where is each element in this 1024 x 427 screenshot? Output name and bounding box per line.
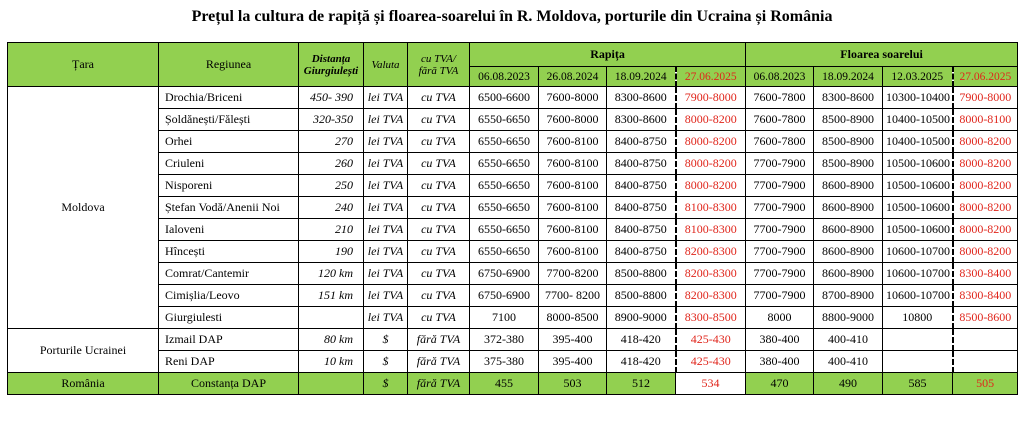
price-cell: 8600-8900 bbox=[814, 175, 883, 197]
table-body bbox=[8, 87, 1018, 395]
price-cell: 7600-8100 bbox=[539, 241, 607, 263]
price-cell: 7700-7900 bbox=[746, 197, 814, 219]
price-cell: 8500-8900 bbox=[814, 153, 883, 175]
currency-cell: lei TVA bbox=[364, 175, 408, 197]
price-cell: 400-410 bbox=[814, 351, 883, 373]
price-cell: 10300-10400 bbox=[883, 87, 953, 109]
price-cell: 425-430 bbox=[676, 329, 746, 351]
price-cell: 8000-8200 bbox=[676, 153, 746, 175]
price-cell: 8600-8900 bbox=[814, 219, 883, 241]
tva-cell: cu TVA bbox=[408, 131, 470, 153]
distance-cell: 260 bbox=[299, 153, 364, 175]
distance-cell bbox=[299, 307, 364, 329]
price-cell: 7100 bbox=[470, 307, 539, 329]
price-cell: 10400-10500 bbox=[883, 131, 953, 153]
price-cell: 6550-6650 bbox=[470, 197, 539, 219]
price-cell: 8000-8100 bbox=[953, 109, 1018, 131]
page-title: Prețul la cultura de rapiță și floarea-soarelui în R. Moldova, porturile din Ucraina și România bbox=[191, 8, 833, 25]
price-cell: 8000-8200 bbox=[953, 153, 1018, 175]
distance-cell: 151 km bbox=[299, 285, 364, 307]
table-row bbox=[8, 329, 1018, 351]
price-cell: 8400-8750 bbox=[607, 219, 676, 241]
header-tara: Țara bbox=[8, 43, 159, 87]
rapita-date: 26.08.2024 bbox=[539, 67, 607, 87]
tva-cell: cu TVA bbox=[408, 175, 470, 197]
price-cell: 6550-6650 bbox=[470, 153, 539, 175]
price-cell: 8500-8800 bbox=[607, 263, 676, 285]
tva-cell: cu TVA bbox=[408, 307, 470, 329]
price-cell: 8700-8900 bbox=[814, 285, 883, 307]
price-cell: 6550-6650 bbox=[470, 109, 539, 131]
price-cell bbox=[953, 351, 1018, 373]
price-cell: 10500-10600 bbox=[883, 197, 953, 219]
price-cell: 8000-8200 bbox=[676, 175, 746, 197]
price-cell: 380-400 bbox=[746, 329, 814, 351]
price-cell: 6750-6900 bbox=[470, 285, 539, 307]
table-row bbox=[8, 307, 1018, 329]
table-row bbox=[8, 351, 1018, 373]
currency-cell: lei TVA bbox=[364, 197, 408, 219]
price-cell: 10500-10600 bbox=[883, 153, 953, 175]
currency-cell: lei TVA bbox=[364, 263, 408, 285]
price-cell: 7600-7800 bbox=[746, 109, 814, 131]
price-cell: 490 bbox=[814, 373, 883, 395]
price-cell: 8100-8300 bbox=[676, 197, 746, 219]
region-cell: Șoldănești/Fălești bbox=[159, 109, 299, 131]
currency-cell: lei TVA bbox=[364, 241, 408, 263]
price-cell: 7600-7800 bbox=[746, 87, 814, 109]
price-cell: 8000-8500 bbox=[539, 307, 607, 329]
distance-cell bbox=[299, 373, 364, 395]
price-cell: 7600-8000 bbox=[539, 87, 607, 109]
price-cell: 7600-7800 bbox=[746, 131, 814, 153]
price-cell: 8400-8750 bbox=[607, 241, 676, 263]
distance-cell: 450- 390 bbox=[299, 87, 364, 109]
header-valuta: Valuta bbox=[364, 43, 408, 87]
price-cell bbox=[883, 351, 953, 373]
header-distanta: Distanța Giurgiulești bbox=[299, 43, 364, 87]
table-row bbox=[8, 263, 1018, 285]
price-cell: 395-400 bbox=[539, 351, 607, 373]
price-cell: 8600-8900 bbox=[814, 197, 883, 219]
floarea-date: 18.09.2024 bbox=[814, 67, 883, 87]
price-cell: 10800 bbox=[883, 307, 953, 329]
tva-cell: cu TVA bbox=[408, 109, 470, 131]
region-cell: Drochia/Briceni bbox=[159, 87, 299, 109]
distance-cell: 270 bbox=[299, 131, 364, 153]
tva-cell: cu TVA bbox=[408, 285, 470, 307]
currency-cell: lei TVA bbox=[364, 153, 408, 175]
price-cell: 8000-8200 bbox=[953, 241, 1018, 263]
region-cell: Cimișlia/Leovo bbox=[159, 285, 299, 307]
price-cell: 8300-8400 bbox=[953, 263, 1018, 285]
price-cell: 8000-8200 bbox=[676, 109, 746, 131]
price-cell: 7600-8100 bbox=[539, 219, 607, 241]
price-cell: 8000-8200 bbox=[953, 131, 1018, 153]
price-cell: 7600-8100 bbox=[539, 131, 607, 153]
table-row bbox=[8, 219, 1018, 241]
header-tva: cu TVA/ fără TVA bbox=[408, 43, 470, 87]
price-cell: 8000 bbox=[746, 307, 814, 329]
price-cell: 8300-8400 bbox=[953, 285, 1018, 307]
tva-cell: cu TVA bbox=[408, 241, 470, 263]
price-cell: 10500-10600 bbox=[883, 175, 953, 197]
header-regiunea: Regiunea bbox=[159, 43, 299, 87]
currency-cell: lei TVA bbox=[364, 219, 408, 241]
price-cell: 8900-9000 bbox=[607, 307, 676, 329]
price-cell: 375-380 bbox=[470, 351, 539, 373]
price-cell: 8400-8750 bbox=[607, 131, 676, 153]
currency-cell: lei TVA bbox=[364, 131, 408, 153]
region-cell: Reni DAP bbox=[159, 351, 299, 373]
price-cell: 10600-10700 bbox=[883, 241, 953, 263]
tva-cell: cu TVA bbox=[408, 219, 470, 241]
price-cell: 8600-8900 bbox=[814, 263, 883, 285]
distance-cell: 80 km bbox=[299, 329, 364, 351]
price-cell: 503 bbox=[539, 373, 607, 395]
currency-cell: $ bbox=[364, 351, 408, 373]
price-cell: 585 bbox=[883, 373, 953, 395]
price-cell bbox=[883, 329, 953, 351]
distance-cell: 250 bbox=[299, 175, 364, 197]
distance-cell: 120 km bbox=[299, 263, 364, 285]
country-cell: România bbox=[8, 373, 159, 395]
price-cell: 7700-7900 bbox=[746, 241, 814, 263]
tva-cell: cu TVA bbox=[408, 153, 470, 175]
region-cell: Criuleni bbox=[159, 153, 299, 175]
price-cell: 372-380 bbox=[470, 329, 539, 351]
floarea-date: 12.03.2025 bbox=[883, 67, 953, 87]
distance-cell: 210 bbox=[299, 219, 364, 241]
price-cell: 7600-8000 bbox=[539, 109, 607, 131]
price-cell: 8500-8800 bbox=[607, 285, 676, 307]
tva-cell: fără TVA bbox=[408, 329, 470, 351]
table-row bbox=[8, 87, 1018, 109]
region-cell: Constanța DAP bbox=[159, 373, 299, 395]
tva-cell: cu TVA bbox=[408, 263, 470, 285]
price-cell: 418-420 bbox=[607, 329, 676, 351]
region-cell: Comrat/Cantemir bbox=[159, 263, 299, 285]
price-cell: 10600-10700 bbox=[883, 263, 953, 285]
region-cell: Giurgiulesti bbox=[159, 307, 299, 329]
region-cell: Ștefan Vodă/Anenii Noi bbox=[159, 197, 299, 219]
price-cell: 7700-7900 bbox=[746, 219, 814, 241]
price-cell: 10600-10700 bbox=[883, 285, 953, 307]
price-table bbox=[7, 42, 1018, 395]
table-row bbox=[8, 153, 1018, 175]
rapita-date: 27.06.2025 bbox=[676, 67, 746, 87]
price-cell: 7600-8100 bbox=[539, 153, 607, 175]
rapita-date: 06.08.2023 bbox=[470, 67, 539, 87]
price-cell: 6550-6650 bbox=[470, 219, 539, 241]
price-cell: 8500-8900 bbox=[814, 131, 883, 153]
price-cell: 8300-8500 bbox=[676, 307, 746, 329]
region-cell: Nisporeni bbox=[159, 175, 299, 197]
table-row bbox=[8, 175, 1018, 197]
tva-cell: fără TVA bbox=[408, 351, 470, 373]
price-cell: 8100-8300 bbox=[676, 219, 746, 241]
price-cell: 8600-8900 bbox=[814, 241, 883, 263]
price-cell: 6550-6650 bbox=[470, 175, 539, 197]
price-cell: 455 bbox=[470, 373, 539, 395]
currency-cell: lei TVA bbox=[364, 307, 408, 329]
price-cell: 6500-6600 bbox=[470, 87, 539, 109]
distance-cell: 10 km bbox=[299, 351, 364, 373]
price-cell bbox=[953, 329, 1018, 351]
price-cell: 8200-8300 bbox=[676, 285, 746, 307]
price-cell: 8800-9000 bbox=[814, 307, 883, 329]
price-cell: 8200-8300 bbox=[676, 263, 746, 285]
price-cell: 534 bbox=[676, 373, 746, 395]
header-floarea: Floarea soarelui bbox=[746, 43, 1018, 67]
price-cell: 395-400 bbox=[539, 329, 607, 351]
region-cell: Hîncești bbox=[159, 241, 299, 263]
price-cell: 7700-7900 bbox=[746, 175, 814, 197]
currency-cell: $ bbox=[364, 329, 408, 351]
tva-cell: cu TVA bbox=[408, 87, 470, 109]
price-cell: 7900-8000 bbox=[953, 87, 1018, 109]
currency-cell: lei TVA bbox=[364, 109, 408, 131]
table-row bbox=[8, 109, 1018, 131]
price-cell: 425-430 bbox=[676, 351, 746, 373]
price-cell: 8000-8200 bbox=[953, 175, 1018, 197]
price-cell: 8300-8600 bbox=[814, 87, 883, 109]
country-cell: Porturile Ucrainei bbox=[8, 329, 159, 373]
price-cell: 8300-8600 bbox=[607, 109, 676, 131]
price-cell: 418-420 bbox=[607, 351, 676, 373]
price-cell: 380-400 bbox=[746, 351, 814, 373]
price-cell: 7600-8100 bbox=[539, 175, 607, 197]
price-cell: 10400-10500 bbox=[883, 109, 953, 131]
distance-cell: 190 bbox=[299, 241, 364, 263]
table-row bbox=[8, 285, 1018, 307]
price-cell: 505 bbox=[953, 373, 1018, 395]
price-cell: 8400-8750 bbox=[607, 197, 676, 219]
tva-cell: fără TVA bbox=[408, 373, 470, 395]
price-cell: 7700-7900 bbox=[746, 285, 814, 307]
floarea-date: 06.08.2023 bbox=[746, 67, 814, 87]
distance-cell: 320-350 bbox=[299, 109, 364, 131]
price-cell: 6750-6900 bbox=[470, 263, 539, 285]
price-cell: 8000-8200 bbox=[953, 219, 1018, 241]
region-cell: Izmail DAP bbox=[159, 329, 299, 351]
price-cell: 8500-8900 bbox=[814, 109, 883, 131]
table-row bbox=[8, 197, 1018, 219]
price-cell: 7600-8100 bbox=[539, 197, 607, 219]
floarea-date: 27.06.2025 bbox=[953, 67, 1018, 87]
currency-cell: lei TVA bbox=[364, 87, 408, 109]
table-row bbox=[8, 241, 1018, 263]
price-cell: 8300-8600 bbox=[607, 87, 676, 109]
price-cell: 6550-6650 bbox=[470, 241, 539, 263]
price-cell: 6550-6650 bbox=[470, 131, 539, 153]
currency-cell: $ bbox=[364, 373, 408, 395]
price-cell: 8500-8600 bbox=[953, 307, 1018, 329]
price-cell: 8400-8750 bbox=[607, 153, 676, 175]
table-row-romania bbox=[8, 373, 1018, 395]
price-cell: 7700- 8200 bbox=[539, 285, 607, 307]
price-cell: 10500-10600 bbox=[883, 219, 953, 241]
region-cell: Orhei bbox=[159, 131, 299, 153]
price-cell: 7700-7900 bbox=[746, 263, 814, 285]
tva-cell: cu TVA bbox=[408, 197, 470, 219]
price-cell: 470 bbox=[746, 373, 814, 395]
price-cell: 7700-8200 bbox=[539, 263, 607, 285]
country-cell: Moldova bbox=[8, 87, 159, 329]
table-row bbox=[8, 131, 1018, 153]
price-cell: 512 bbox=[607, 373, 676, 395]
price-cell: 7700-7900 bbox=[746, 153, 814, 175]
region-cell: Ialoveni bbox=[159, 219, 299, 241]
price-cell: 8000-8200 bbox=[953, 197, 1018, 219]
price-cell: 7900-8000 bbox=[676, 87, 746, 109]
distance-cell: 240 bbox=[299, 197, 364, 219]
price-cell: 8000-8200 bbox=[676, 131, 746, 153]
price-cell: 8200-8300 bbox=[676, 241, 746, 263]
header-rapita: Rapița bbox=[470, 43, 746, 67]
price-cell: 400-410 bbox=[814, 329, 883, 351]
rapita-date: 18.09.2024 bbox=[607, 67, 676, 87]
price-cell: 8400-8750 bbox=[607, 175, 676, 197]
currency-cell: lei TVA bbox=[364, 285, 408, 307]
